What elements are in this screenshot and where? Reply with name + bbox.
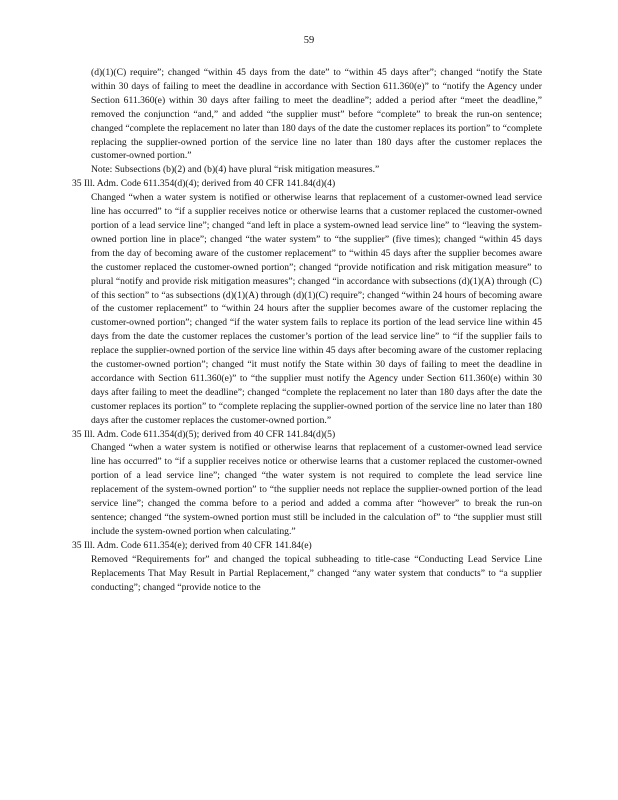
entry-citation: 35 Ill. Adm. Code 611.354(d)(5); derived from 40 CFR 141.84(d)(5) [72,428,336,440]
entry-citation: 35 Ill. Adm. Code 611.354(e); derived from 40 CFR 141.84(e) [72,539,312,551]
entry-text: Changed “when a water system is notified or otherwise learns that replacement of a customer-owned lead service line has occurred” to “if a supplier receives notice or otherwise learns that a customer replaced the customer-owned portion of a lead service line”; changed “and left in place a system-owned lead service line” to “leaving the system-owned portion line in place”; changed “the water system” to “the supplier” (five times); changed “within 45 days from the day of becoming aware of the customer replacement” to “within 45 days after the supplier becomes aware the customer replaced the customer-owned portion”; changed “provide notification and risk mitigation measure” to plural “notify and provide risk mitigation measures”; changed “in accordance with subsections (d)(1)(A) through (C) of this section” to “as subsections (d)(1)(A) through (d)(1)(C) require”; changed “within 24 hours of becoming aware of the customer replacement” to “within 24 hours after the supplier becomes aware of the customer replacing the customer-owned portion”; changed “if the water system fails to replace its portion of the lead service line within 45 days from the date the customer replaces the customer’s portion of the lead service line” to “if the supplier fails to replace the supplier-owned portion of the service line within 45 days after becoming aware of the customer replacing the customer-owned portion”; changed “it must notify the State within 30 days of failing to meet the deadline in accordance with Section 611.360(e)” to “the supplier must notify the Agency under Section 611.360(e) within 30 days after failing to meet the deadline”; changed “complete the replacement no later than 180 days after the date the customer replaces its portion” to “complete replacing the supplier-owned portion of the service line no later than 180 days after the customer replaces the customer-owned portion.” [91,192,542,426]
entry-611-354-e [72,539,542,595]
entry-611-354-d4 [72,177,542,427]
page-number: 59 [303,35,315,46]
continued-text: (d)(1)(C) require”; changed “within 45 days from the date” to “within 45 days after”; changed “notify the State within 30 days of failing to meet the deadline in accordance with Section 611.360(e)” to “notify the Agency under Section 611.360(e) within 30 days after failing to meet the deadline”; added a period after “meet the deadline,” removed the conjunction “and,” and added “the supplier must” before “complete” to break the run-on sentence; changed “complete the replacement no later than 180 days of the date the customer replaces its portion” to “complete replacing the supplier-owned portion of the service line no later than 180 days after the customer replaces the customer-owned portion.” [91,67,542,162]
note-text: Note: Subsections (b)(2) and (b)(4) have plural “risk mitigation measures.” [91,164,380,176]
document-body [72,66,542,594]
continued-paragraph [91,66,542,177]
entry-611-354-d5 [72,428,542,539]
entry-citation: 35 Ill. Adm. Code 611.354(d)(4); derived from 40 CFR 141.84(d)(4) [72,178,336,190]
entry-text: Changed “when a water system is notified or otherwise learns that replacement of a customer-owned lead service line has occurred” to “if a supplier receives notice or otherwise learns that a customer replaced the customer-owned portion of a lead service line”; changed “the water system is not required to complete the lead service line replacement of the system-owned portion” to “the supplier needs not replace the supplier-owned portion of the lead service line”; changed the comma before to a period and added a comma after “however” to break the run-on sentence; changed “the system-owned portion must still be included in the calculation of” to “the supplier must still include the system-owned portion when calculating.” [91,442,542,537]
entry-text: Removed “Requirements for” and changed the topical subheading to title-case “Conducting Lead Service Line Replacements That May Result in Partial Replacement,” changed “any water system that conducts” to “a supplier conducting”; changed “provide notice to the [91,553,542,593]
